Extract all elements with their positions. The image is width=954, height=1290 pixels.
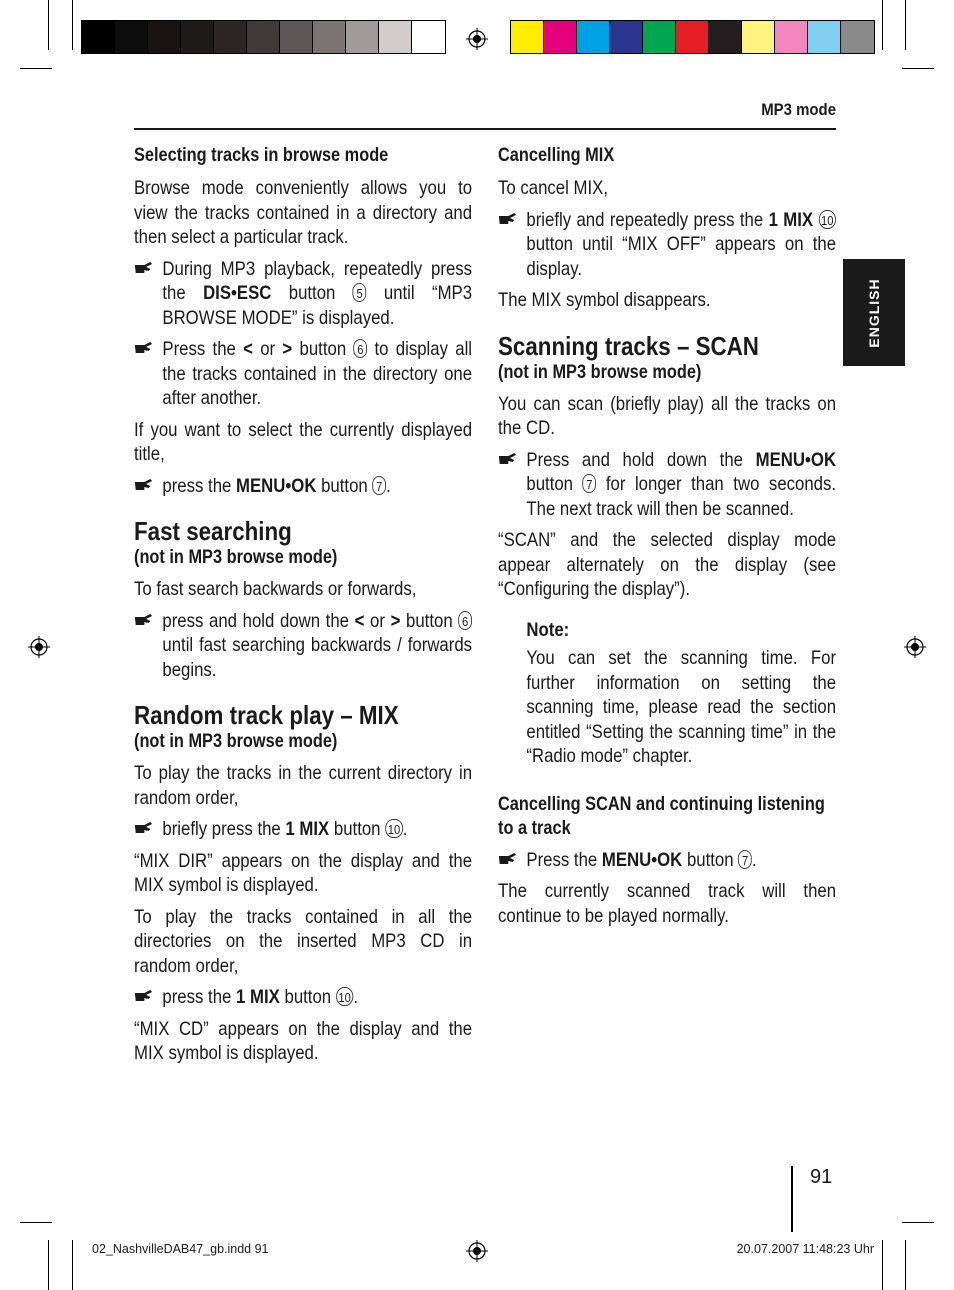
color-swatch <box>115 21 148 53</box>
note-box <box>498 618 836 769</box>
section-heading: Selecting tracks in browse mode <box>134 145 389 166</box>
paragraph: To cancel MIX, <box>498 177 608 199</box>
button-number-badge: 7 <box>372 476 386 495</box>
button-number-badge: 10 <box>336 987 354 1006</box>
button-number-badge: 6 <box>353 339 367 358</box>
page-number: 91 <box>810 1166 833 1188</box>
color-swatch <box>742 21 775 53</box>
section-heading: Random track play – MIX <box>134 700 399 730</box>
section-subheading: (not in MP3 browse mode) <box>134 731 338 752</box>
header-section-title: MP3 mode <box>761 100 836 119</box>
button-label: DIS•ESC <box>203 282 272 304</box>
color-swatch <box>181 21 214 53</box>
language-tab <box>843 259 905 366</box>
section-heading: Cancelling SCAN and continuing listening to a track <box>498 793 825 839</box>
section-heading: Fast searching <box>134 516 292 546</box>
button-number-badge: 7 <box>583 474 597 493</box>
bullet-item: Press the MENU•OK button 7 . <box>498 848 836 873</box>
button-number-badge: 10 <box>818 210 836 229</box>
button-label: 1 MIX <box>768 208 814 231</box>
right-arrow-icon: > <box>390 609 401 632</box>
paragraph: The MIX symbol disappears. <box>498 289 711 311</box>
button-number-badge: 10 <box>385 819 403 838</box>
section-heading: Scanning tracks – SCAN <box>498 330 759 361</box>
color-swatch <box>544 21 577 53</box>
button-label: 1 MIX <box>236 986 280 1008</box>
pointing-hand-icon <box>134 261 153 275</box>
color-swatch <box>148 21 181 53</box>
paragraph: The currently scanned track will then continue to be played normally. <box>498 880 837 927</box>
right-arrow-icon: > <box>282 338 293 360</box>
running-header <box>134 98 836 130</box>
paragraph: If you want to select the currently displayed title, <box>134 418 473 465</box>
color-swatch <box>346 21 379 53</box>
note-label: Note: <box>526 618 570 641</box>
color-swatch <box>709 21 742 53</box>
color-swatch <box>313 21 346 53</box>
paragraph: Browse mode conveniently allows you to view the tracks contained in a directory and then select a particular track. <box>134 177 473 248</box>
bullet-item: press the MENU•OK button 7 . <box>134 474 472 499</box>
footer-filename: 02_NashvilleDAB47_gb.indd 91 <box>92 1242 269 1256</box>
pointing-hand-icon <box>134 478 153 492</box>
note-text: You can set the scanning time. For further information on setting the scanning time, please read the section entitled “Setting the scanning time” in the “Radio mode” chapter. <box>526 647 837 767</box>
footer-timestamp: 20.07.2007 11:48:23 Uhr <box>736 1242 874 1256</box>
registration-mark-icon <box>904 636 926 658</box>
registration-mark-icon <box>28 636 50 658</box>
paragraph: “SCAN” and the selected display mode appear alternately on the display (see “Configuring the display”). <box>498 529 837 600</box>
bullet-item: briefly press the 1 MIX button 10 . <box>134 817 472 842</box>
color-swatch <box>610 21 643 53</box>
button-number-badge: 7 <box>738 850 752 869</box>
color-swatch <box>808 21 841 53</box>
color-swatch <box>676 21 709 53</box>
paragraph: To play the tracks in the current directory in random order, <box>134 762 473 809</box>
section-subheading: (not in MP3 browse mode) <box>134 547 338 568</box>
button-label: MENU•OK <box>236 474 317 497</box>
button-label: MENU•OK <box>755 448 837 471</box>
button-label: 1 MIX <box>285 818 330 840</box>
pointing-hand-icon <box>134 613 153 627</box>
paragraph: “MIX CD” appears on the display and the MIX symbol is displayed. <box>134 1017 473 1064</box>
color-swatch <box>412 21 445 53</box>
pointing-hand-icon <box>498 452 517 466</box>
pointing-hand-icon <box>498 212 517 226</box>
left-arrow-icon: < <box>243 338 253 360</box>
bullet-item: Press and hold down the MENU•OK button 7 for longer than two seconds. The next track will then be scanned. <box>498 448 836 522</box>
color-swatch <box>511 21 544 53</box>
button-label: MENU•OK <box>601 848 683 871</box>
color-swatch <box>379 21 412 53</box>
color-swatch <box>214 21 247 53</box>
language-tab-label: ENGLISH <box>866 277 882 348</box>
section-subheading: (not in MP3 browse mode) <box>498 361 702 383</box>
paragraph: “MIX DIR” appears on the display and the MIX symbol is displayed. <box>134 849 473 896</box>
color-swatch <box>643 21 676 53</box>
paragraph: You can scan (briefly play) all the tracks on the CD. <box>498 392 837 439</box>
pointing-hand-icon <box>134 989 153 1003</box>
color-swatch <box>82 21 115 53</box>
registration-mark-icon <box>466 1240 488 1262</box>
registration-mark-icon <box>466 28 488 50</box>
color-swatch <box>280 21 313 53</box>
color-swatch <box>247 21 280 53</box>
color-swatch <box>775 21 808 53</box>
color-swatch <box>841 21 874 53</box>
pointing-hand-icon <box>134 341 153 355</box>
bullet-item: briefly and repeatedly press the 1 MIX 10 button until “MIX OFF” appears on the display. <box>498 208 836 282</box>
bullet-item: press and hold down the < or > button 6 until fast searching backwards / forwards begins. <box>134 609 472 683</box>
button-number-badge: 5 <box>353 283 367 302</box>
bullet-item: press the 1 MIX button 10 . <box>134 985 472 1010</box>
button-number-badge: 6 <box>458 611 472 630</box>
right-column <box>498 144 836 928</box>
pointing-hand-icon <box>134 821 153 835</box>
paragraph: To play the tracks contained in all the directories on the inserted MP3 CD in random order, <box>134 905 473 977</box>
left-arrow-icon: < <box>354 609 365 632</box>
bullet-item: During MP3 playback, repeatedly press the DIS•ESC button 5 until “MP3 BROWSE MODE” is displayed. <box>134 257 472 331</box>
paragraph: To fast search backwards or forwards, <box>134 578 417 600</box>
pointing-hand-icon <box>498 852 517 866</box>
section-heading: Cancelling MIX <box>498 145 615 166</box>
color-swatch <box>577 21 610 53</box>
bullet-item: Press the < or > button 6 to display all the tracks contained in the directory one after another. <box>134 337 472 411</box>
page-number-rule <box>791 1166 793 1232</box>
left-column <box>134 144 472 1066</box>
